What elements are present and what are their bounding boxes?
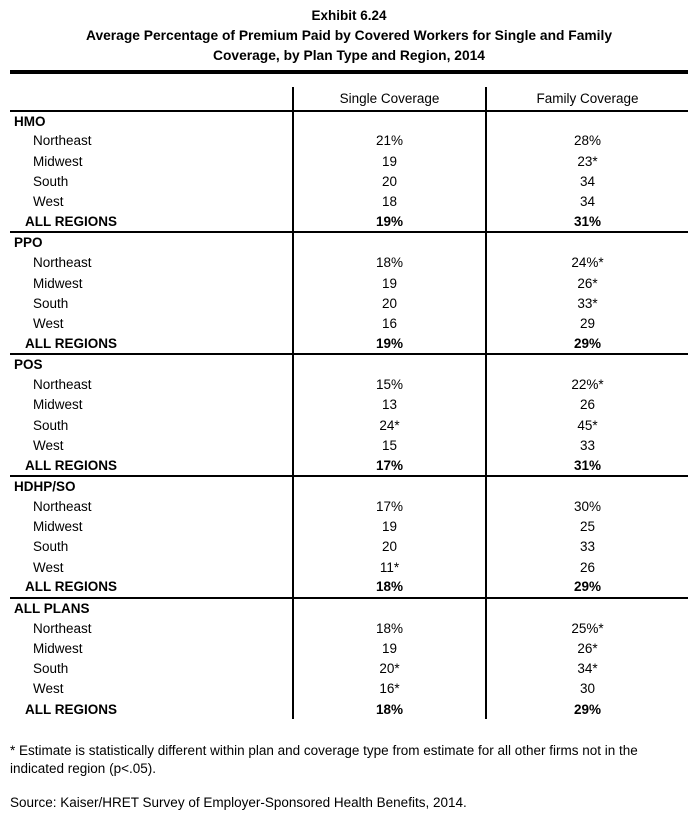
family-coverage-value: 24%* — [486, 253, 688, 273]
exhibit-title — [0, 26, 698, 66]
plan-type-row — [10, 598, 688, 618]
plan-type-label: PPO — [10, 232, 293, 252]
region-row — [10, 435, 688, 455]
family-coverage-value: 30 — [486, 679, 688, 699]
family-coverage-value: 25%* — [486, 618, 688, 638]
region-row — [10, 171, 688, 191]
header-cell-single-coverage: Single Coverage — [293, 87, 486, 111]
single-coverage-value: 20* — [293, 659, 486, 679]
region-label: South — [33, 174, 69, 190]
single-coverage-value: 19 — [293, 516, 486, 536]
family-coverage-value: 30% — [486, 496, 688, 516]
region-label: South — [33, 417, 69, 433]
header-cell-empty — [10, 87, 293, 111]
single-coverage-value: 19% — [293, 334, 486, 354]
family-coverage-value: 22%* — [486, 374, 688, 394]
region-label: West — [33, 559, 64, 575]
family-coverage-value: 31% — [486, 456, 688, 476]
single-coverage-value: 19 — [293, 638, 486, 658]
plan-type-label: HDHP/SO — [10, 476, 293, 496]
region-row — [10, 557, 688, 577]
region-row — [10, 293, 688, 313]
plan-single-cell — [293, 111, 486, 131]
region-row — [10, 253, 688, 273]
region-row — [10, 516, 688, 536]
plan-family-cell — [486, 111, 688, 131]
single-coverage-value: 18% — [293, 618, 486, 638]
region-label: Northeast — [33, 255, 92, 271]
region-row — [10, 415, 688, 435]
family-coverage-value: 33* — [486, 293, 688, 313]
region-label: Northeast — [33, 133, 92, 149]
family-coverage-value: 23* — [486, 151, 688, 171]
region-row — [10, 679, 688, 699]
region-label: Midwest — [33, 640, 83, 656]
family-coverage-value: 33 — [486, 435, 688, 455]
family-coverage-value: 29 — [486, 313, 688, 333]
single-coverage-value: 18% — [293, 699, 486, 719]
region-label: West — [33, 194, 64, 210]
table-header — [10, 87, 688, 111]
plan-type-label: ALL PLANS — [10, 598, 293, 618]
region-row — [10, 192, 688, 212]
plan-type-row — [10, 354, 688, 374]
region-row — [10, 659, 688, 679]
single-coverage-value: 13 — [293, 395, 486, 415]
all-regions-row — [10, 699, 688, 719]
plan-type-row — [10, 232, 688, 252]
region-label: West — [33, 316, 64, 332]
region-row — [10, 131, 688, 151]
plan-family-cell — [486, 354, 688, 374]
single-coverage-value: 16* — [293, 679, 486, 699]
region-label: South — [33, 539, 69, 555]
region-label: West — [33, 437, 64, 453]
single-coverage-value: 18% — [293, 577, 486, 597]
single-coverage-value: 19% — [293, 212, 486, 232]
family-coverage-value: 34 — [486, 192, 688, 212]
single-coverage-value: 19 — [293, 273, 486, 293]
region-label: Northeast — [33, 377, 92, 392]
single-coverage-value: 19 — [293, 151, 486, 171]
region-row — [10, 313, 688, 333]
all-regions-row — [10, 212, 688, 232]
plan-single-cell — [293, 476, 486, 496]
region-row — [10, 374, 688, 394]
all-regions-label: ALL REGIONS — [25, 579, 118, 595]
single-coverage-value: 15% — [293, 374, 486, 394]
plan-family-cell — [486, 232, 688, 252]
region-label: Midwest — [33, 397, 83, 413]
plan-type-row — [10, 476, 688, 496]
region-row — [10, 537, 688, 557]
family-coverage-value: 28% — [486, 131, 688, 151]
single-coverage-value: 20 — [293, 293, 486, 313]
all-regions-label: ALL REGIONS — [25, 214, 118, 230]
region-row — [10, 395, 688, 415]
single-coverage-value: 17% — [293, 496, 486, 516]
family-coverage-value: 29% — [486, 699, 688, 719]
header-row — [10, 87, 688, 111]
family-coverage-value: 33 — [486, 537, 688, 557]
single-coverage-value: 18 — [293, 192, 486, 212]
all-regions-label: ALL REGIONS — [25, 335, 118, 351]
family-coverage-value: 26 — [486, 557, 688, 577]
source-line: Source: Kaiser/HRET Survey of Employer-Sponsored Health Benefits, 2014. — [10, 795, 467, 811]
exhibit-title-line2: Coverage, by Plan Type and Region, 2014 — [213, 48, 485, 63]
family-coverage-value: 34 — [486, 171, 688, 191]
region-row — [10, 638, 688, 658]
plan-type-label: HMO — [14, 113, 46, 129]
plan-type-label: POS — [10, 354, 293, 374]
region-label: Midwest — [33, 519, 83, 535]
single-coverage-value: 18% — [293, 253, 486, 273]
family-coverage-value: 34* — [486, 659, 688, 679]
region-row — [10, 151, 688, 171]
family-coverage-value: 26* — [486, 638, 688, 658]
region-label: West — [33, 681, 64, 697]
family-coverage-value: 29% — [486, 577, 688, 597]
single-coverage-value: 21% — [293, 131, 486, 151]
region-row — [10, 496, 688, 516]
family-coverage-value: 26 — [486, 395, 688, 415]
header-cell-family-coverage: Family Coverage — [486, 87, 688, 111]
exhibit-title-line1: Average Percentage of Premium Paid by Covered Workers for Single and Family — [86, 28, 612, 43]
region-label: Midwest — [33, 275, 83, 291]
title-rule — [10, 70, 688, 74]
single-coverage-value: 20 — [293, 171, 486, 191]
single-coverage-value: 17% — [293, 456, 486, 476]
exhibit-number: Exhibit 6.24 — [311, 8, 387, 23]
single-coverage-value: 16 — [293, 313, 486, 333]
region-label: Midwest — [33, 153, 83, 169]
plan-type-row — [10, 111, 688, 131]
region-row — [10, 273, 688, 293]
all-regions-label: ALL REGIONS — [25, 457, 118, 473]
plan-single-cell — [293, 354, 486, 374]
region-label: South — [33, 661, 69, 677]
region-label: South — [33, 295, 69, 311]
footnote: * Estimate is statistically different within plan and coverage type from estimate for all other firms not in the indicated region (p<.05). — [10, 743, 638, 777]
all-regions-row — [10, 334, 688, 354]
plan-single-cell — [293, 232, 486, 252]
single-coverage-value: 24* — [293, 415, 486, 435]
family-coverage-value: 25 — [486, 516, 688, 536]
region-label: Northeast — [33, 498, 92, 514]
family-coverage-value: 31% — [486, 212, 688, 232]
premium-table — [10, 87, 688, 720]
single-coverage-value: 15 — [293, 435, 486, 455]
all-regions-row — [10, 456, 688, 476]
region-row — [10, 618, 688, 638]
single-coverage-value: 20 — [293, 537, 486, 557]
family-coverage-value: 29% — [486, 334, 688, 354]
family-coverage-value: 45* — [486, 415, 688, 435]
plan-family-cell — [486, 598, 688, 618]
all-regions-label: ALL REGIONS — [25, 701, 118, 717]
single-coverage-value: 11* — [293, 557, 486, 577]
family-coverage-value: 26* — [486, 273, 688, 293]
plan-single-cell — [293, 598, 486, 618]
all-regions-row — [10, 577, 688, 597]
region-label: Northeast — [33, 620, 92, 636]
table-body — [10, 111, 688, 720]
plan-family-cell — [486, 476, 688, 496]
